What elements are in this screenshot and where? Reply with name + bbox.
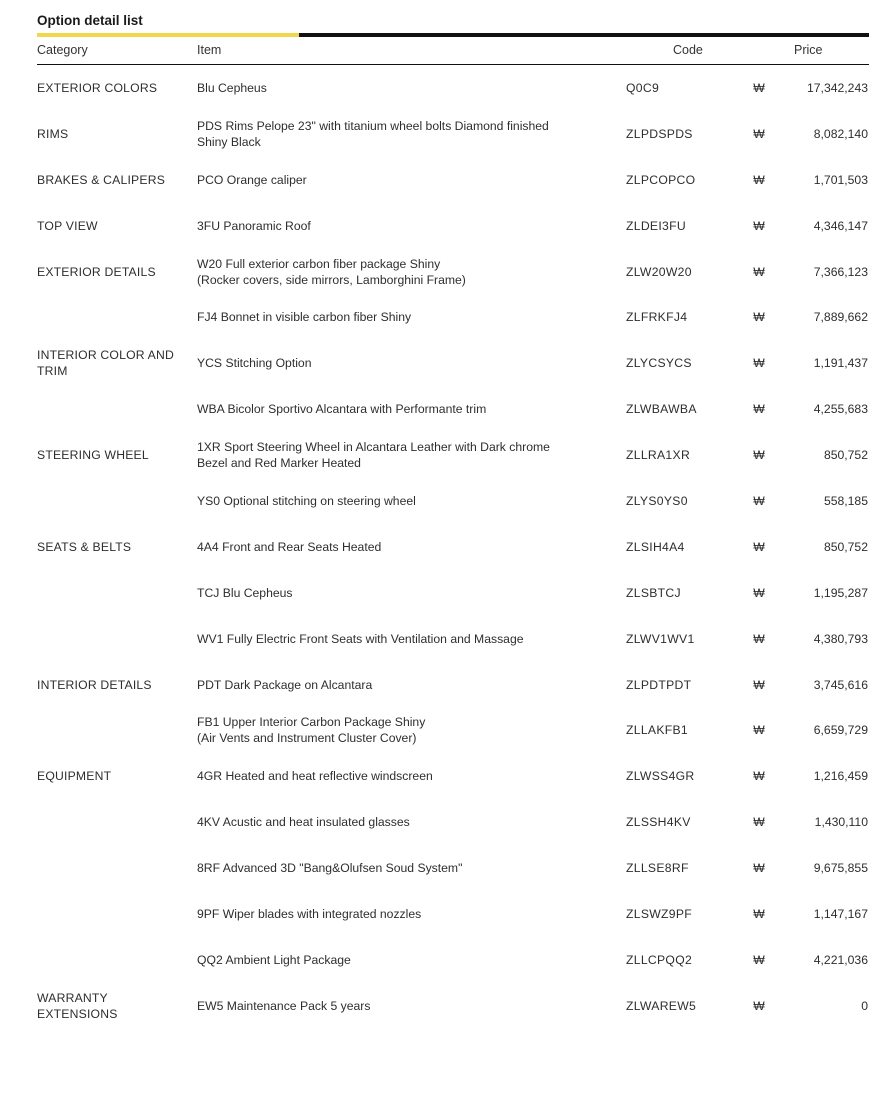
page-title: Option detail list	[37, 13, 143, 28]
row-category: RIMS	[37, 126, 69, 141]
row-category	[37, 294, 189, 340]
row-price: 3,745,616	[813, 677, 868, 692]
row-category: INTERIOR DETAILS	[37, 677, 152, 692]
row-category	[37, 845, 189, 891]
table-row	[37, 891, 869, 937]
row-item: PDT Dark Package on Alcantara	[197, 677, 373, 692]
column-header-price: Price	[794, 43, 823, 57]
row-category: EXTERIOR COLORS	[37, 80, 158, 95]
row-price: 1,191,437	[813, 356, 868, 371]
row-category: TOP VIEW	[37, 218, 98, 233]
row-code: ZLSSH4KV	[626, 815, 691, 830]
row-item: WBA Bicolor Sportivo Alcantara with Performante trim	[197, 402, 487, 417]
row-category: WARRANTY EXTENSIONS	[37, 990, 118, 1021]
row-item: YCS Stitching Option	[197, 356, 312, 371]
row-item: 4KV Acustic and heat insulated glasses	[197, 815, 410, 830]
row-price: 850,752	[823, 448, 868, 463]
row-price: 850,752	[823, 539, 868, 554]
row-code: ZLYS0YS0	[626, 493, 688, 508]
table-row	[37, 570, 869, 616]
table-row	[37, 386, 869, 432]
row-code: ZLDEI3FU	[626, 218, 686, 233]
row-price: 1,147,167	[813, 906, 868, 921]
row-item: PCO Orange caliper	[197, 172, 307, 187]
table-row	[37, 294, 869, 340]
row-code: ZLSIH4A4	[626, 539, 685, 554]
row-category	[37, 386, 189, 432]
row-item: 3FU Panoramic Roof	[197, 218, 311, 233]
row-currency-symbol: ₩	[753, 310, 765, 325]
row-currency-symbol: ₩	[753, 906, 765, 921]
column-header-item: Item	[197, 43, 222, 57]
table-row	[37, 432, 869, 478]
row-item: EW5 Maintenance Pack 5 years	[197, 998, 371, 1013]
row-item: 4A4 Front and Rear Seats Heated	[197, 539, 382, 554]
table-row	[37, 845, 869, 891]
column-header-category: Category	[37, 43, 88, 57]
table-header	[37, 43, 869, 65]
row-currency-symbol: ₩	[753, 677, 765, 692]
table-row	[37, 249, 869, 295]
row-category: SEATS & BELTS	[37, 539, 132, 554]
table-row	[37, 707, 869, 753]
row-category	[37, 478, 189, 524]
row-currency-symbol: ₩	[753, 723, 765, 738]
row-code: ZLSBTCJ	[626, 585, 681, 600]
row-currency-symbol: ₩	[753, 356, 765, 371]
row-item: W20 Full exterior carbon fiber package Shiny (Rocker covers, side mirrors, Lamborghini Frame)	[197, 256, 466, 287]
row-code: ZLPDTPDT	[626, 677, 692, 692]
row-code: ZLLRA1XR	[626, 448, 691, 463]
row-code: ZLLAKFB1	[626, 723, 689, 738]
row-code: ZLYCSYCS	[626, 356, 692, 371]
row-currency-symbol: ₩	[753, 172, 765, 187]
row-price: 17,342,243	[807, 80, 868, 95]
row-code: ZLLCPQQ2	[626, 952, 693, 967]
row-price: 6,659,729	[813, 723, 868, 738]
row-category: STEERING WHEEL	[37, 448, 149, 463]
title-divider	[37, 33, 869, 37]
row-price: 7,366,123	[813, 264, 868, 279]
row-currency-symbol: ₩	[753, 815, 765, 830]
title-divider-accent	[37, 33, 299, 37]
table-row	[37, 478, 869, 524]
table-row	[37, 524, 869, 570]
row-currency-symbol: ₩	[753, 539, 765, 554]
row-item: PDS Rims Pelope 23" with titanium wheel bolts Diamond finished Shiny Black	[197, 118, 549, 149]
row-currency-symbol: ₩	[753, 126, 765, 141]
row-code: ZLW20W20	[626, 264, 692, 279]
row-price: 7,889,662	[813, 310, 868, 325]
row-currency-symbol: ₩	[753, 998, 765, 1013]
table-row	[37, 616, 869, 662]
row-currency-symbol: ₩	[753, 952, 765, 967]
row-price: 9,675,855	[813, 861, 868, 876]
row-currency-symbol: ₩	[753, 769, 765, 784]
row-item: QQ2 Ambient Light Package	[197, 952, 351, 967]
row-category: EXTERIOR DETAILS	[37, 264, 156, 279]
column-header-code: Code	[673, 43, 703, 57]
row-price: 1,216,459	[813, 769, 868, 784]
row-category	[37, 799, 189, 845]
row-item: FB1 Upper Interior Carbon Package Shiny (Air Vents and Instrument Cluster Cover)	[197, 715, 426, 746]
row-code: ZLSWZ9PF	[626, 906, 693, 921]
row-code: ZLLSE8RF	[626, 861, 689, 876]
option-table-body	[37, 65, 869, 1029]
row-currency-symbol: ₩	[753, 861, 765, 876]
row-currency-symbol: ₩	[753, 80, 765, 95]
row-currency-symbol: ₩	[753, 631, 765, 646]
row-category	[37, 570, 189, 616]
row-price: 1,195,287	[813, 585, 868, 600]
row-item: 8RF Advanced 3D "Bang&Olufsen Soud System"	[197, 861, 463, 876]
row-category	[37, 891, 189, 937]
row-item: Blu Cepheus	[197, 80, 267, 95]
row-code: ZLPDSPDS	[626, 126, 693, 141]
table-row	[37, 340, 869, 386]
row-item: WV1 Fully Electric Front Seats with Ventilation and Massage	[197, 631, 524, 646]
row-category	[37, 616, 189, 662]
row-code: ZLFRKFJ4	[626, 310, 688, 325]
row-item: 9PF Wiper blades with integrated nozzles	[197, 906, 422, 921]
row-currency-symbol: ₩	[753, 448, 765, 463]
row-category: BRAKES & CALIPERS	[37, 172, 166, 187]
row-code: Q0C9	[626, 80, 660, 95]
table-row	[37, 662, 869, 708]
row-category	[37, 937, 189, 983]
row-code: ZLWAREW5	[626, 998, 697, 1013]
row-price: 1,430,110	[814, 815, 868, 830]
table-row	[37, 111, 869, 157]
row-price: 8,082,140	[813, 126, 868, 141]
row-item: YS0 Optional stitching on steering wheel	[197, 493, 416, 508]
row-price: 4,255,683	[813, 402, 868, 417]
row-currency-symbol: ₩	[753, 402, 765, 417]
row-currency-symbol: ₩	[753, 218, 765, 233]
row-item: TCJ Blu Cepheus	[197, 585, 293, 600]
row-category: INTERIOR COLOR AND TRIM	[37, 348, 175, 379]
row-code: ZLWV1WV1	[626, 631, 695, 646]
row-price: 4,221,036	[813, 952, 868, 967]
row-price: 1,701,503	[813, 172, 868, 187]
table-row	[37, 157, 869, 203]
row-price: 4,380,793	[813, 631, 868, 646]
row-price: 558,185	[823, 493, 868, 508]
row-item: 4GR Heated and heat reflective windscreen	[197, 769, 433, 784]
row-currency-symbol: ₩	[753, 585, 765, 600]
table-row	[37, 203, 869, 249]
row-code: ZLPCOPCO	[626, 172, 696, 187]
row-item: 1XR Sport Steering Wheel in Alcantara Leather with Dark chrome Bezel and Red Marker Heated	[197, 440, 550, 471]
row-currency-symbol: ₩	[753, 264, 765, 279]
row-code: ZLWBAWBA	[626, 402, 697, 417]
table-row	[37, 937, 869, 983]
row-item: FJ4 Bonnet in visible carbon fiber Shiny	[197, 310, 412, 325]
row-category: EQUIPMENT	[37, 769, 112, 784]
row-price: 0	[861, 998, 868, 1013]
table-row	[37, 753, 869, 799]
row-price: 4,346,147	[813, 218, 868, 233]
row-category	[37, 707, 189, 753]
table-row	[37, 799, 869, 845]
row-code: ZLWSS4GR	[626, 769, 695, 784]
table-row	[37, 983, 869, 1029]
row-currency-symbol: ₩	[753, 493, 765, 508]
table-row	[37, 65, 869, 111]
